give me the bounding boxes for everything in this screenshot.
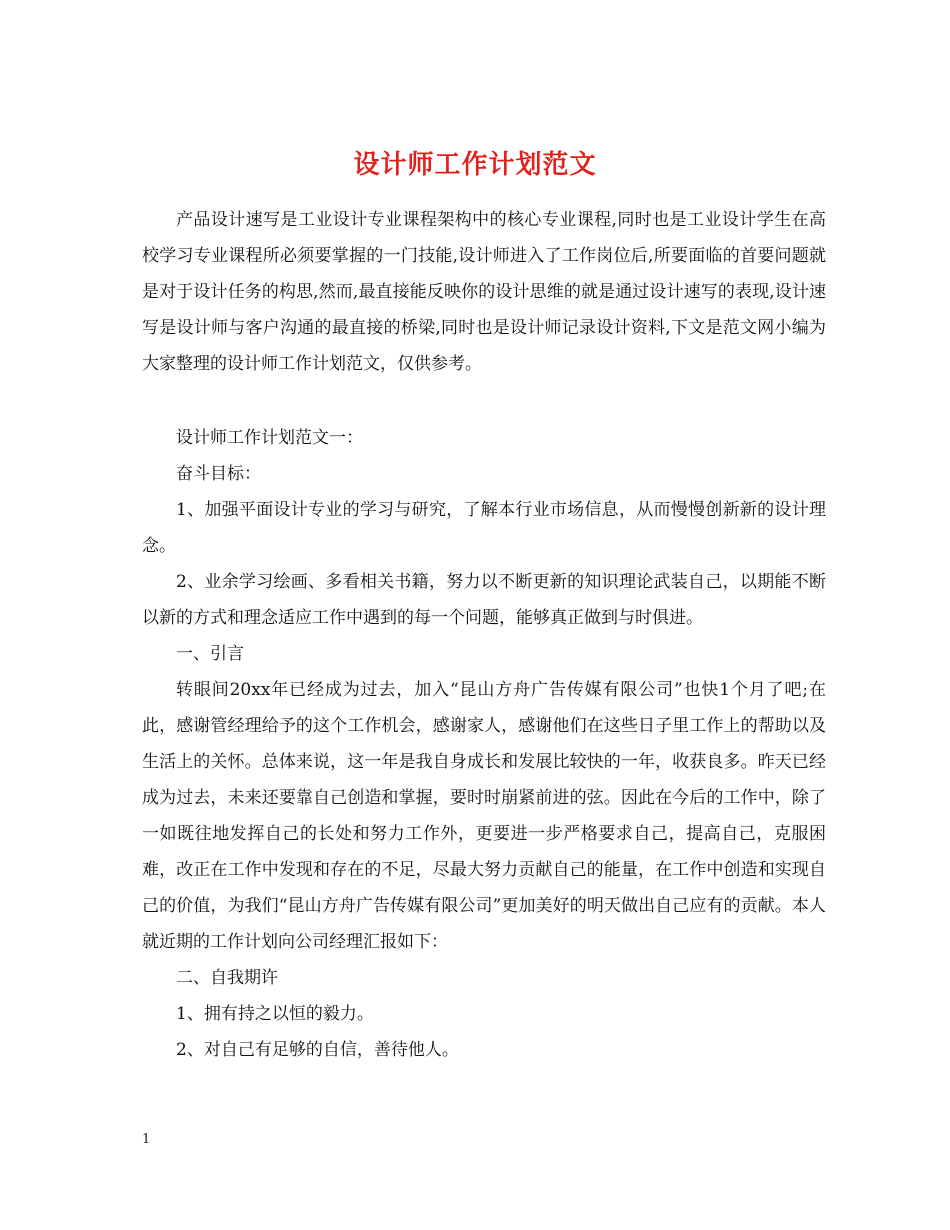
introduction-paragraph: 转眼间20xx年已经成为过去，加入“昆山方舟广告传媒有限公司”也快1个月了吧;在此，感谢管经理给予的这个工作机会，感谢家人，感谢他们在这些日子里工作上的帮助以及生活上的关怀。总体来说，这一年是我自身成长和发展比较快的一年，收获良多。昨天已经成为过去，未来还要靠自己创造和掌握，要时时崩紧前进的弦。因此在今后的工作中，除了一如既往地发挥自己的长处和努力工作外，更要进一步严格要求自己，提高自己，克服困难，改正在工作中发现和存在的不足，尽最大努力贡献自己的能量，在工作中创造和实现自己的价值，为我们“昆山方舟广告传媒有限公司”更加美好的明天做出自己应有的贡献。本人就近期的工作计划向公司经理汇报如下： (142, 680, 826, 952)
expectation-item-2: 2、对自己有足够的自信，善待他人。 (176, 1040, 459, 1060)
goal-item-2: 2、业余学习绘画、多看相关书籍，努力以不断更新的知识理论武装自己，以期能不断以新的方式和理念适应工作中遇到的每一个问题，能够真正做到与时俱进。 (142, 572, 826, 628)
expectation-item-1: 1、拥有持之以恒的毅力。 (176, 1004, 374, 1024)
section-heading-self-expectation: 二、自我期许 (176, 968, 278, 988)
section-heading-introduction: 一、引言 (176, 644, 244, 664)
page-number: 1 (142, 1132, 151, 1147)
document-title: 设计师工作计划范文 (353, 150, 597, 181)
section-heading-sample-one: 设计师工作计划范文一： (176, 428, 363, 448)
goal-heading: 奋斗目标： (176, 464, 261, 484)
goal-item-1: 1、加强平面设计专业的学习与研究，了解本行业市场信息，从而慢慢创新新的设计理念。 (142, 500, 826, 556)
document-body (142, 202, 826, 1068)
intro-paragraph: 产品设计速写是工业设计专业课程架构中的核心专业课程,同时也是工业设计学生在高校学习专业课程所必须要掌握的一门技能,设计师进入了工作岗位后,所要面临的首要问题就是对于设计任务的构思,然而,最直接能反映你的设计思维的就是通过设计速写的表现,设计速写是设计师与客户沟通的最直接的桥梁,同时也是设计师记录设计资料,下文是范文网小编为大家整理的设计师工作计划范文，仅供参考。 (142, 210, 826, 374)
